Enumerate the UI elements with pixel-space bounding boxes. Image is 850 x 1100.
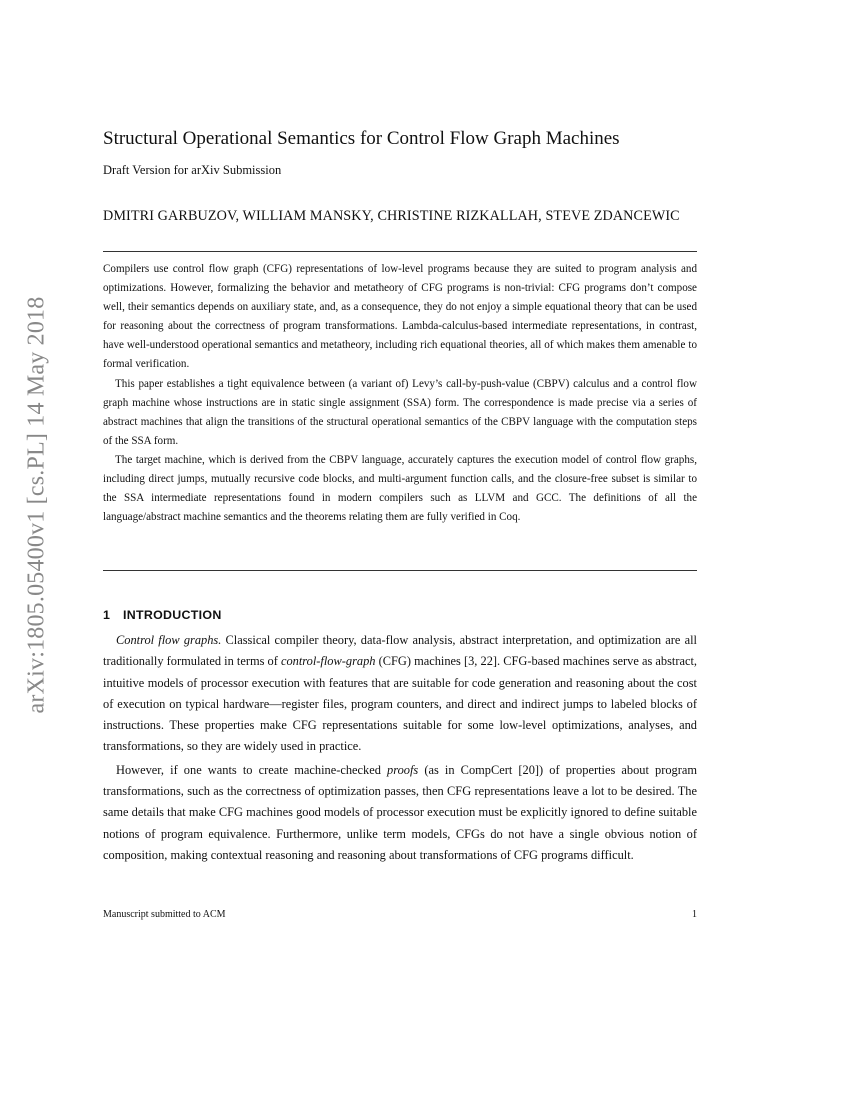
- section-number: 1: [103, 608, 111, 622]
- paper-subtitle: Draft Version for arXiv Submission: [103, 163, 282, 177]
- section-title: INTRODUCTION: [123, 608, 222, 622]
- body-text-span: (as in CompCert [20]) of properties about program transformations, such as the correctness of optimization passes, then CFG representations leave a lot to be desired. The same details that make CFG machines good models of processor execution must be explicitly ignored to define suitable notions of program equivalence. Furthermore, unlike term models, CFGs do not have a single obvious notion of composition, making contextual reasoning and reasoning about transformations of CFG programs difficult.: [103, 762, 697, 862]
- footer-manuscript-note: Manuscript submitted to ACM: [103, 909, 226, 920]
- abstract-paragraph: Compilers use control flow graph (CFG) representations of low-level programs because they are suited to program analysis and optimizations. However, formalizing the behavior and metatheory of CFG programs is non-trivial: CFG programs don’t compose well, their semantics depends on auxiliary state, and, as a consequence, they do not enjoy a simple equational theory that can be used for reasoning about the correctness of program transformations. Lambda-calculus-based intermediate representations, in contrast, have well-understood operational semantics and metatheory, including rich equational theories, all of which makes them amenable to formal verification.: [103, 263, 697, 371]
- body-text-span: However, if one wants to create machine-checked: [116, 762, 388, 777]
- abstract-bottom-rule: [103, 570, 697, 571]
- abstract: [103, 260, 697, 527]
- section-heading: [103, 608, 222, 622]
- introduction-body: [103, 630, 697, 866]
- emphasis-text: proofs: [387, 762, 419, 777]
- abstract-paragraph: The target machine, which is derived from the CBPV language, accurately captures the execution model of control flow graphs, including direct jumps, mutually recursive code blocks, and multi-argument function calls, and the closure-free subset is similar to the SSA intermediate representations found in modern compilers such as LLVM and GCC. The definitions of all the language/abstract machine semantics and the theorems relating them are fully verified in Coq.: [103, 453, 697, 524]
- author-list: DMITRI GARBUZOV, WILLIAM MANSKY, CHRISTINE RIZKALLAH, STEVE ZDANCEWIC: [103, 208, 680, 224]
- arxiv-stamp: [22, 260, 52, 750]
- body-paragraph: [103, 760, 697, 866]
- body-text-span: (CFG) machines [3, 22]. CFG-based machines serve as abstract, intuitive models of processor execution with features that are suitable for code generation and reasoning about the cost of execution on typical hardware—register files, program counters, and direct and indirect jumps to labeled blocks of instructions. These properties make CFG representations suitable for some low-level optimizations, analyses, and transformations, so they are widely used in practice.: [103, 654, 697, 754]
- body-text-span: Classical compiler theory, data-flow analysis, abstract interpretation, and optimization are all traditionally formulated in terms of: [103, 633, 697, 669]
- paragraph-run-in-heading: Control flow graphs.: [116, 633, 222, 647]
- paper-title: Structural Operational Semantics for Control Flow Graph Machines: [103, 128, 620, 149]
- arxiv-stamp-text: arXiv:1805.05400v1 [cs.PL] 14 May 2018: [23, 296, 50, 714]
- emphasis-text: control-flow-graph: [280, 654, 376, 669]
- abstract-top-rule: [103, 251, 697, 252]
- body-paragraph: [103, 630, 697, 758]
- abstract-paragraph: This paper establishes a tight equivalence between (a variant of) Levy’s call-by-push-value (CBPV) calculus and a control flow graph machine whose instructions are in static single assignment (SSA) form. The correspondence is made precise via a series of abstract machines that align the transitions of the structural operational semantics of the CBPV language with the computation steps of the SSA form.: [103, 377, 697, 447]
- page-number: 1: [692, 909, 697, 920]
